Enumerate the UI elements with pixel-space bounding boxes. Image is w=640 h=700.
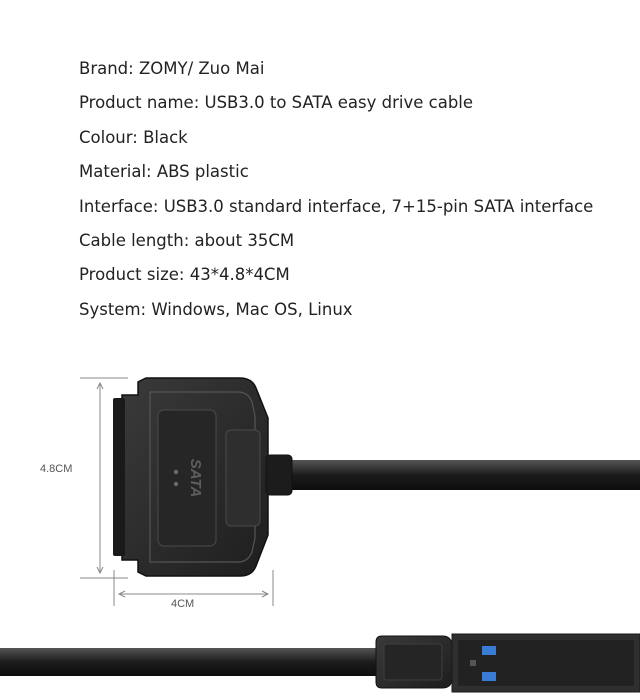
sata-connector (113, 398, 125, 556)
spec-cable-length: Cable length: about 35CM (79, 230, 295, 250)
logo-panel (158, 410, 216, 546)
adapter-logo: SATA (187, 458, 204, 498)
spec-system: System: Windows, Mac OS, Linux (79, 299, 353, 319)
spec-material: Material: ABS plastic (79, 162, 249, 182)
spec-interface: Interface: USB3.0 standard interface, 7+15-pin SATA interface (79, 196, 594, 216)
spec-product-name: Product name: USB3.0 to SATA easy drive cable (79, 93, 474, 113)
usb-port-icon (482, 646, 496, 655)
strain-relief (266, 455, 292, 495)
height-dimension-label: 4.8CM (40, 463, 73, 475)
cable-right (290, 460, 640, 490)
width-dimension-label: 4CM (171, 598, 195, 610)
cable-bottom (0, 648, 392, 676)
spec-product-size: Product size: 43*4.8*4CM (79, 265, 290, 285)
usb-plug (376, 634, 640, 692)
led-indicator-icon (174, 470, 178, 474)
spec-brand: Brand: ZOMY/ Zuo Mai (79, 59, 265, 78)
spec-colour: Colour: Black (79, 127, 188, 147)
